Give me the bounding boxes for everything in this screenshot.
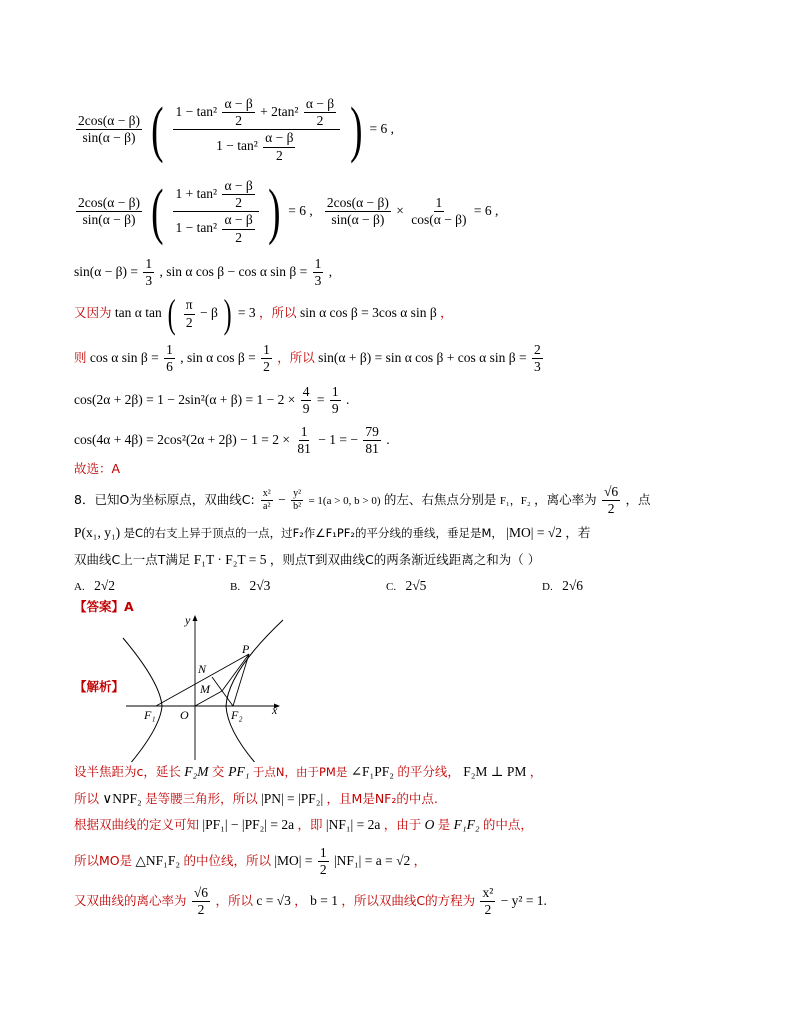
denominator: 3 [314,273,322,289]
numerator: 1 [143,256,154,273]
text: 设半焦距为c，延长 [74,764,181,779]
fraction [76,113,142,146]
denominator: 81 [297,441,311,457]
left-paren: ( [167,291,176,336]
math-text: × [396,202,404,218]
numerator: y² [293,488,302,500]
label-y: y [185,613,191,627]
option-value: 2√6 [562,578,583,593]
math-text: 1 − tan² [175,220,221,236]
text: ，且M是NF₂的中点. [326,791,438,806]
denominator [214,130,299,163]
fraction [263,130,295,163]
denominator: a² [263,501,271,513]
label-p: P [242,642,250,656]
math-text: sin(α − β) = [74,263,142,279]
denominator: 2 [319,862,327,878]
math-text: + 2tan² [260,103,302,119]
solution-line-7 [74,424,390,457]
denominator: sin(α − β) [82,212,136,228]
text: 所以MO是 [74,852,133,868]
analysis-line-4 [74,845,426,878]
text: 则 [74,349,87,365]
fraction [261,488,273,513]
text: ，由于 [383,817,422,832]
math-text: , sin α cos β − cos α sin β = [159,263,311,279]
text: 又因为 [74,305,112,321]
math-text: − β [199,305,218,321]
text: ，离心率为 [534,491,597,507]
fraction [330,384,341,417]
math-text: |MO| = √2 [506,525,562,540]
fraction [304,96,336,129]
text: 交 [211,764,229,779]
fraction [532,342,543,375]
math-text: b = 1 [310,892,338,908]
math-text: = 3 [237,305,256,321]
numerator: α − β [222,96,254,113]
math-text: 1 − tan² [175,103,221,119]
numerator: 4 [301,384,312,401]
denominator: 2 [185,314,193,330]
solution-line-4 [74,291,453,336]
fraction [76,195,142,228]
analysis-label: 【解析】 [74,679,125,694]
numerator: 1 [313,256,324,273]
fraction [184,297,195,330]
answer-line: 故选：A [74,461,121,476]
solution-line-5 [74,342,545,375]
question-8-line-2 [74,525,590,541]
text: 所以 [74,791,100,806]
text: 8．已知O为坐标原点，双曲线C: [74,491,259,507]
denominator: 2 [484,902,492,918]
question-8-line-3 [74,552,540,568]
numerator: x² [480,885,495,902]
denominator [173,212,258,245]
math-text: F₁，F₂ [499,494,531,507]
math-text: O [424,817,435,832]
math-text: , [328,263,333,279]
fraction [602,484,620,517]
question-8-line-1 [74,484,651,517]
text: 的中点， [482,817,533,832]
numerator: 1 [299,424,310,441]
right-paren: ) [349,95,363,164]
text: 的左、右焦点分别是 [383,491,497,507]
text: 是等腰三角形，所以 [145,791,258,806]
math-text: cos α sin β = [89,349,163,365]
y-axis-arrow [193,615,198,621]
math-text: 1 − tan² [216,138,262,154]
math-text: 1 + tan² [175,185,221,201]
right-paren: ) [223,291,232,336]
option-c[interactable] [386,578,426,594]
numerator: 1 [318,845,329,862]
option-label: A. [74,581,85,593]
fraction [222,178,254,211]
denominator: 2 [235,195,243,211]
denominator: 2 [263,359,270,375]
math-text: = 6 , [288,202,313,218]
math-text: |NF₁| = 2a [325,817,381,832]
option-label: D. [542,581,553,593]
option-label: C. [386,581,397,593]
analysis-line-2 [74,791,438,807]
fraction [192,885,210,918]
text: 是C的右支上异于顶点的一点，过F₂作∠F₁PF₂的平分线的垂线，垂足是M， [123,526,503,540]
numerator: 1 [164,342,175,359]
math-text: △NF₁F₂ [135,852,181,868]
math-text: F₁F₂ [453,817,480,832]
numerator: 2cos(α − β) [325,195,391,212]
hyperbola-right-branch [226,620,283,762]
fraction [222,212,254,245]
option-d[interactable] [542,578,583,594]
fraction [409,195,468,228]
fraction [261,342,272,375]
math-text: |PN| = |PF₂| [261,791,324,806]
fraction [291,488,303,513]
text: ，即 [297,817,323,832]
math-text: − 1 = − [318,431,362,447]
option-value: 2√5 [405,578,427,593]
option-a[interactable] [74,578,115,594]
option-value: 2√3 [249,578,271,593]
fraction [164,342,175,375]
fraction [480,885,495,918]
math-text: = 1(a > 0, b > 0) [308,494,381,507]
math-text: . [345,391,350,407]
text: ，所以 [215,892,253,908]
text: ， [440,305,453,321]
numerator: x² [262,488,271,500]
fraction [318,845,329,878]
option-value: 2√2 [94,578,115,593]
denominator: cos(α − β) [411,212,467,228]
fraction [325,195,391,228]
fraction [173,96,340,164]
fraction [143,256,154,289]
label-x: x [272,703,278,717]
denominator: 9 [302,401,310,417]
math-text: P(x₁, y₁) [74,525,121,540]
denominator: 2 [197,902,205,918]
label-m: M [200,682,210,696]
text: 的平分线， [397,764,460,779]
text: ， [529,764,543,779]
math-text: = 6 , [473,202,499,218]
math-text: F₁T · F₂T = 5 [193,552,267,567]
math-text: |MO| = [274,852,316,868]
text: 根据双曲线的定义可知 [74,817,200,832]
text: 于点N，由于PM是 [252,765,348,779]
numerator [173,96,340,130]
denominator: 6 [166,359,173,375]
text: 的中位线，所以 [183,852,271,868]
math-text: F₂M ⊥ PM [463,764,527,779]
numerator: α − β [222,212,254,229]
text: ，点 [625,491,651,507]
numerator: π [184,297,195,314]
denominator: 81 [365,441,379,457]
denominator: 3 [145,273,153,289]
fraction [222,96,254,129]
math-text: = 6 , [369,120,395,136]
solution-line-1 [74,96,394,164]
denominator: 9 [331,401,339,417]
text: 是 [437,817,451,832]
solution-line-2 [74,178,498,246]
fraction [313,256,324,289]
left-paren: ( [151,95,164,164]
denominator: 2 [316,113,324,129]
hyperbola-left-branch [123,638,162,762]
math-text: sin α cos β = 3cos α sin β [299,305,437,321]
math-text: c = √3 [256,892,291,908]
math-text: ∨NPF₂ [102,791,142,806]
text: ，所以 [259,305,297,321]
hyperbola-figure [120,612,292,762]
text: ，若 [565,525,591,540]
numerator: √6 [192,885,210,902]
math-text: F₂M [184,764,209,779]
right-paren: ) [268,177,281,246]
math-text: , sin α cos β = [180,349,260,365]
text: ，所以 [277,349,315,365]
label-n: N [198,662,207,676]
label-f1: F₁ [144,708,156,722]
math-text: PF₁ [228,764,250,779]
denominator: 2 [235,229,243,245]
math-text: = [316,391,328,407]
fraction [173,178,258,246]
numerator: 1 [261,342,272,359]
analysis-line-1 [74,764,542,780]
text: ， [294,892,307,908]
fraction [363,424,381,457]
fraction [301,384,312,417]
text: ，所以双曲线C的方程为 [341,892,476,908]
numerator: 2cos(α − β) [76,113,142,130]
solution-line-3 [74,256,332,289]
answer-label: 【答案】A [74,599,134,614]
label-o: O [180,708,189,722]
numerator: α − β [222,178,254,195]
fraction [295,424,313,457]
left-paren: ( [151,177,164,246]
numerator [173,178,258,212]
math-text: |NF₁| = a = √2 [333,852,411,868]
math-text: tan α tan [114,305,162,321]
analysis-line-5 [74,885,547,918]
numerator: 1 [434,195,445,212]
denominator: 2 [235,113,243,129]
label-f2: F₂ [231,708,243,722]
math-text: |PF₁| − |PF₂| = 2a [202,817,295,832]
denominator: 2 [275,147,283,163]
math-text: sin(α + β) = sin α cos β + cos α sin β = [318,349,530,365]
denominator: sin(α − β) [331,212,385,228]
math-text: . [386,431,390,447]
denominator: 3 [533,359,541,375]
math-text: ∠F₁PF₂ [350,764,394,779]
analysis-line-3 [74,817,533,833]
numerator: 2cos(α − β) [76,195,142,212]
numerator: 79 [363,424,381,441]
denominator: b² [293,501,302,513]
option-b[interactable] [230,578,270,594]
numerator: 2 [532,342,543,359]
solution-line-6 [74,384,349,417]
numerator: √6 [602,484,620,501]
denominator: sin(α − β) [82,130,136,146]
math-text: − y² = 1. [500,892,547,908]
math-text: cos(4α + 4β) = 2cos²(2α + 2β) − 1 = 2 × [74,431,294,447]
text: 又双曲线的离心率为 [74,892,187,908]
math-text: − [278,491,290,507]
segment-m-p [222,654,249,691]
text: 双曲线C上一点T满足 [74,552,191,567]
text: ，则点T到双曲线C的两条渐近线距离之和为（ ） [269,552,541,567]
text: ， [413,852,427,868]
denominator: 2 [607,501,615,517]
segment-f2-n [212,677,233,706]
math-text: cos(2α + 2β) = 1 − 2sin²(α + β) = 1 − 2 × [74,391,299,407]
numerator: α − β [263,130,295,147]
numerator: α − β [304,96,336,113]
option-label: B. [230,581,241,593]
numerator: 1 [330,384,341,401]
